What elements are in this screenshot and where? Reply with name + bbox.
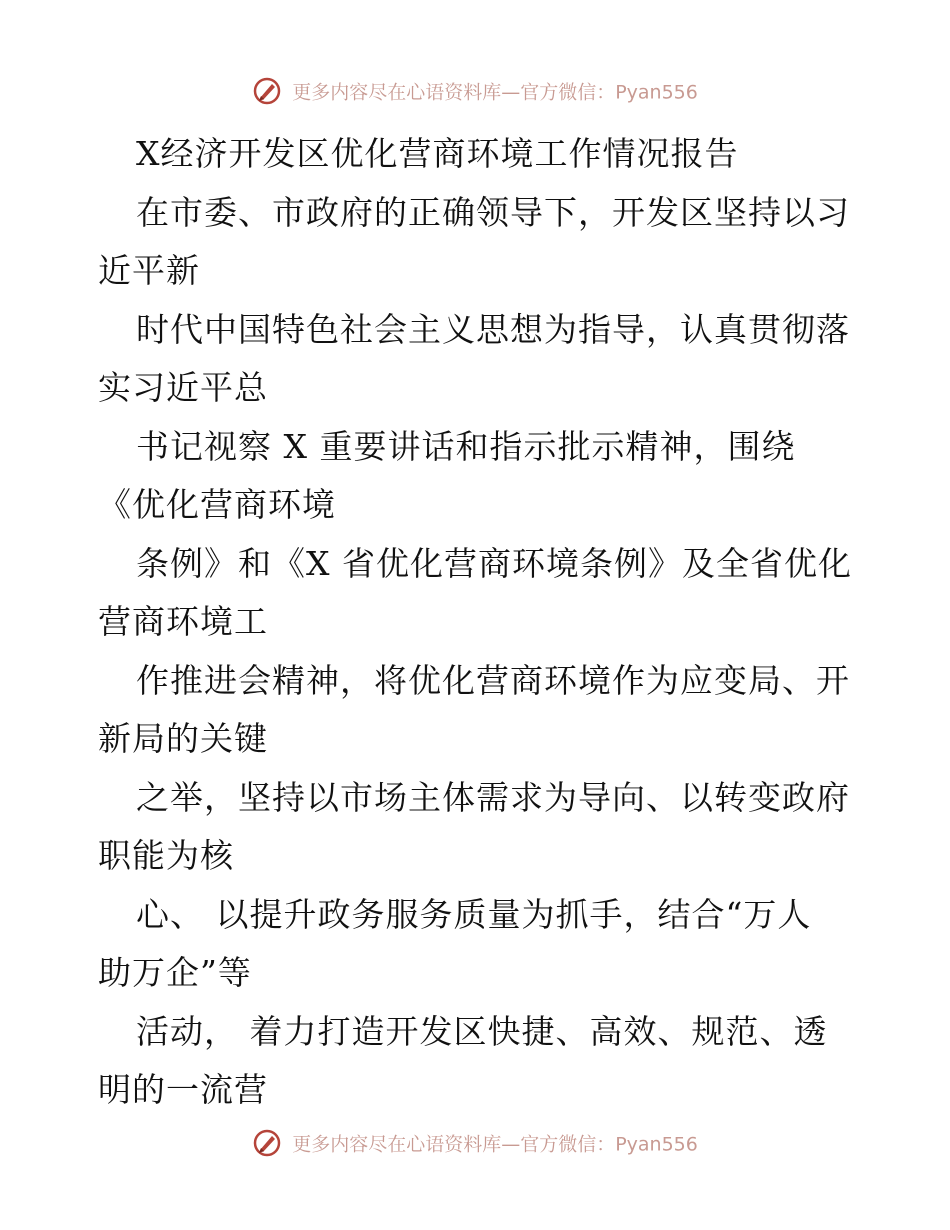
text-line: 作推进会精神，将优化营商环境作为应变局、开 xyxy=(136,660,850,700)
text-line: 职能为核 xyxy=(98,836,234,875)
header-watermark xyxy=(0,76,950,106)
pen-logo-icon xyxy=(252,76,282,106)
text-line: 活动， 着力打造开发区快捷、高效、规范、透 xyxy=(136,1011,828,1051)
text-line: 《优化营商环境 xyxy=(98,485,336,524)
document-body xyxy=(98,125,868,1120)
text-line: 心、 以提升政务服务质量为抓手，结合“万人 xyxy=(136,894,812,934)
text-line: 时代中国特色社会主义思想为指导，认真贯彻落 xyxy=(136,309,850,349)
watermark-text: 更多内容尽在心语资料库—官方微信：Pyan556 xyxy=(292,81,698,104)
text-line: 助万企”等 xyxy=(98,953,252,992)
text-line: 实习近平总 xyxy=(98,368,268,407)
text-line: 之举，坚持以市场主体需求为导向、以转变政府 xyxy=(136,777,850,817)
text-line: 近平新 xyxy=(98,251,200,290)
watermark-text: 更多内容尽在心语资料库—官方微信：Pyan556 xyxy=(292,1133,698,1156)
text-line: 书记视察 X 重要讲话和指示批示精神，围绕 xyxy=(136,426,796,466)
text-line: 明的一流营 xyxy=(98,1070,268,1109)
text-line: 营商环境工 xyxy=(98,602,268,641)
pen-logo-icon xyxy=(252,1128,282,1158)
text-line: X经济开发区优化营商环境工作情况报告 xyxy=(136,134,739,173)
text-line: 新局的关键 xyxy=(98,719,268,758)
text-line: 条例》和《X 省优化营商环境条例》及全省优化 xyxy=(136,543,852,583)
text-line: 在市委、市政府的正确领导下，开发区坚持以习 xyxy=(136,192,850,232)
footer-watermark xyxy=(0,1128,950,1158)
